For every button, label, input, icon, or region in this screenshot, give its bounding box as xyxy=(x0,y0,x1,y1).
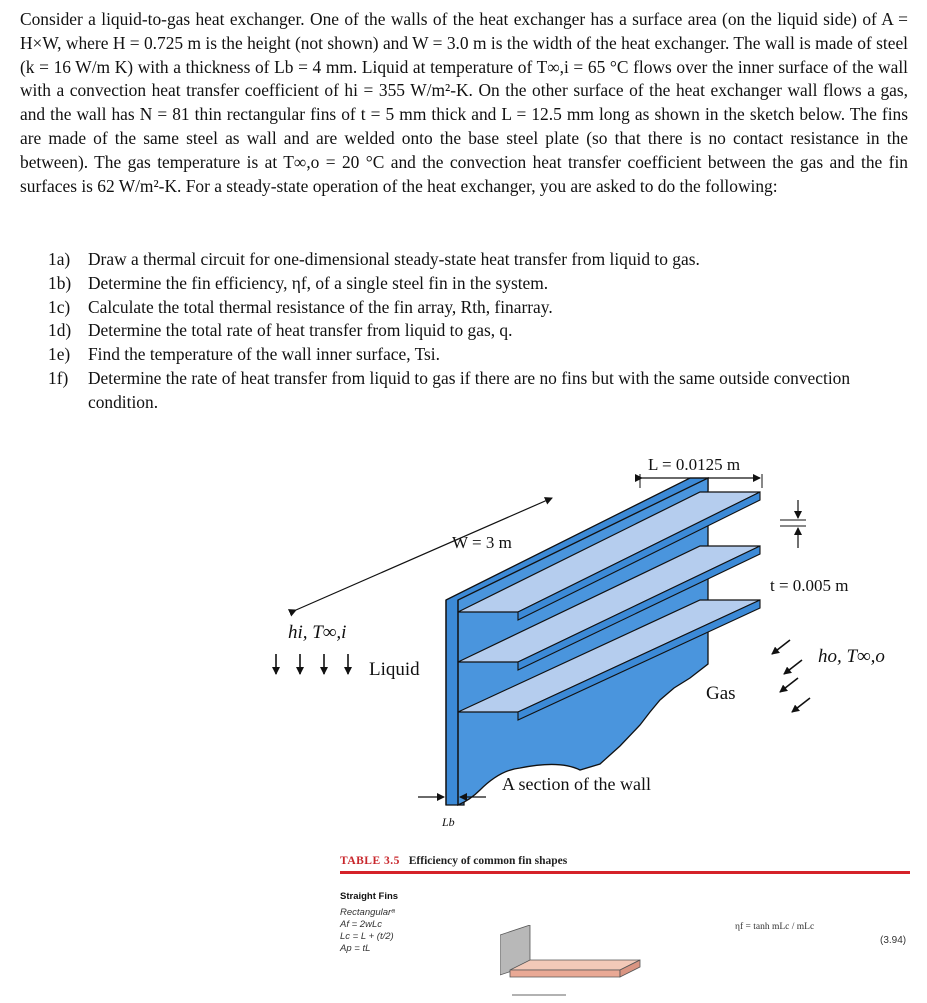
figure-caption: A section of the wall xyxy=(502,774,651,794)
section-heading: Straight Fins xyxy=(340,891,399,902)
fin-property: Lc = L + (t/2) xyxy=(340,931,394,942)
fin-efficiency-table xyxy=(340,855,910,954)
problem-intro: Consider a liquid-to-gas heat exchanger. One of the walls of the heat exchanger has a surface area (on the liquid side) of A = H×W, where H = 0.725 m is the height (not shown) and W = 3.0 m is the width of the heat exchanger. The wall is made of steel (k = 16 W/m K) with a thickness of Lb = 4 mm. Liquid at temperature of T∞,i = 65 °C flows over the inner surface of the wall with a convection heat transfer coefficient of hi = 355 W/m²-K. On the other surface of the heat exchanger wall flows a gas, and the wall has N = 81 thin rectangular fins of t = 5 mm thick and L = 12.5 mm long as shown in the sketch below. The fins are made of the same steel as wall and are welded onto the base steel plate (so that there is no contact resistance in the between). The gas temperature is at T∞,o = 20 °C and the convection heat transfer coefficient between the gas and the fin surfaces is 62 W/m²-K. For a steady-state operation of the heat exchanger, you are asked to do the following: xyxy=(20,9,908,196)
task-label: 1a) xyxy=(48,249,71,269)
fin-shape-column xyxy=(340,891,398,955)
task-label: 1d) xyxy=(48,320,72,341)
fin-property: Af = 2wLc xyxy=(340,919,382,930)
fin-property: Ap = tL xyxy=(340,943,371,954)
liquid-label: Liquid xyxy=(369,659,420,680)
table-rule xyxy=(340,871,910,874)
fin-type: Rectangularᵃ xyxy=(340,907,395,918)
rectangular-fin-sketch xyxy=(500,925,650,1003)
width-label: W = 3 m xyxy=(452,533,512,552)
task-label: 1e) xyxy=(48,344,71,365)
gas-label: Gas xyxy=(706,683,736,704)
task-label: 1c) xyxy=(48,296,71,317)
gas-symbols: ho, T∞,o xyxy=(818,646,885,667)
table-label: TABLE 3.5 xyxy=(340,855,400,867)
fin-length-label: L = 0.0125 m xyxy=(648,455,741,474)
task-text: Determine the total rate of heat transfer from liquid to gas, q. xyxy=(88,320,513,341)
task-text: Determine the fin efficiency, ηf, of a single steel fin in the system. xyxy=(88,272,549,293)
gas-flow-arrow xyxy=(792,698,810,712)
task-label: 1f) xyxy=(48,367,69,388)
fin-efficiency-formula: ηf = tanh mLc / mLc xyxy=(735,922,815,932)
gas-flow-arrow xyxy=(772,640,790,654)
table-caption: Efficiency of common fin shapes xyxy=(408,855,568,867)
equation-number: (3.94) xyxy=(880,935,907,946)
gas-flow-arrow xyxy=(780,678,798,692)
liquid-symbols: hi, T∞,i xyxy=(288,622,347,643)
thickness-label: t = 0.005 m xyxy=(770,576,849,595)
task-text: Find the temperature of the wall inner surface, Tsi. xyxy=(88,344,440,365)
task-text: Draw a thermal circuit for one-dimensional steady-state heat transfer from liquid to gas. xyxy=(88,249,700,269)
gas-flow-arrow xyxy=(784,660,802,674)
table-title xyxy=(340,855,910,867)
base-thickness-label: Lb xyxy=(442,815,455,829)
task-label: 1b) xyxy=(48,272,72,293)
task-text: Determine the rate of heat transfer from liquid to gas if there are no fins but with the same outside convection condition. xyxy=(88,367,851,412)
task-text: Calculate the total thermal resistance of the fin array, Rth, finarray. xyxy=(88,296,553,317)
